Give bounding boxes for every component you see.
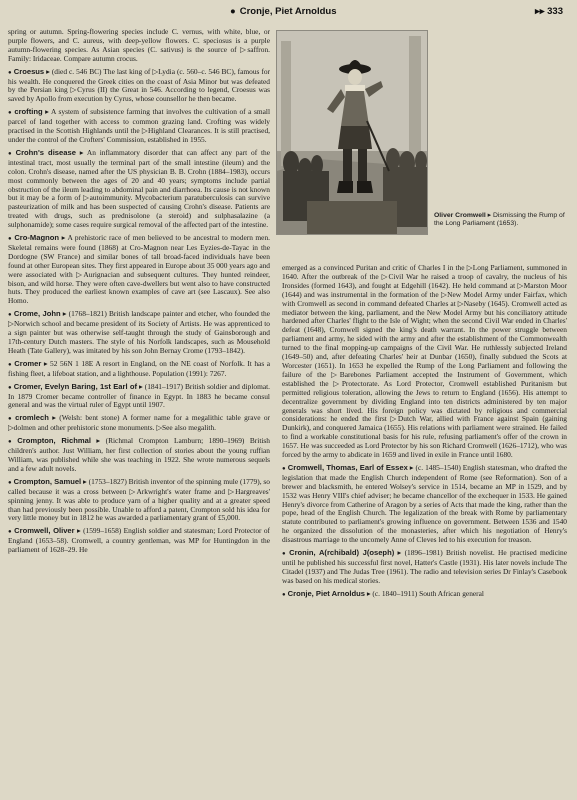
entry-headword: Cronin, A(rchibald) J(oseph) — [289, 548, 395, 558]
dictionary-entry — [8, 68, 270, 105]
entry-text: (Welsh: bent stone) A former name for a megalithic table grave or ▷dolmen and other prehistoric stone monuments. ▷See also megalith. — [8, 413, 271, 433]
entry-headword: Crompton, Samuel — [13, 476, 82, 486]
dictionary-entry — [8, 360, 270, 379]
dictionary-entry — [282, 549, 567, 586]
arrow-icon: ▸ — [74, 526, 84, 536]
arrow-icon: ▸ — [137, 381, 145, 391]
dictionary-entry — [8, 28, 270, 64]
double-arrow-icon: ▸▸ — [534, 6, 548, 17]
bullet-icon: ● — [8, 416, 14, 423]
arrow-icon: ▸ — [44, 66, 52, 76]
arrow-icon: ▸ — [42, 107, 52, 117]
figure-caption: Oliver Cromwell ▸ Dismissing the Rump of the Long Parliament (1653). — [434, 212, 565, 228]
page-number: ▸▸ 333 — [534, 6, 563, 17]
entry-headword: Cro-Magnon — [14, 233, 60, 243]
entry-text: 52 56N 1 18E A resort in England, on the NE coast of Norfolk. It has a fishing fleet, a lifeboat station, and a lighthouse. Population (1991): 7267. — [8, 358, 271, 378]
entry-headword: Crome, John — [13, 309, 61, 319]
entry-headword: Cromwell, Thomas, Earl of Essex — [287, 462, 408, 472]
entry-headword: Cromer — [14, 358, 42, 368]
running-head: ● Cronje, Piet Arnoldus — [230, 6, 337, 17]
left-column — [8, 28, 270, 559]
dictionary-entry — [8, 234, 270, 306]
engraving-image — [277, 31, 428, 235]
entry-text: (1896–1981) British novelist. He practised medicine until he published his successful first novel, Hatter's Castle (1931). His later novels include The Citadel (1937) and The Judas Tree (1961). The radio and television series Dr Finlay's Casebook was based on his medical stories. — [282, 548, 568, 585]
arrow-icon: ▸ — [364, 588, 373, 598]
dictionary-entry — [8, 527, 270, 555]
bullet-icon: ● — [8, 384, 12, 391]
cromwell-illustration — [276, 30, 428, 235]
entry-headword: Cronje, Piet Arnoldus — [287, 588, 365, 598]
entry-headword: crofting — [14, 107, 43, 117]
arrow-icon: ▸ — [60, 309, 69, 319]
entry-text: (c. 1485–1540) English statesman, who drafted the legislation that made the English Church independent of Rome (see Reformation). Son of a brewer and blacksmith, he entered Wolsey's service in 1514, became an MP in 1529, and by 1532 was Henry VIII's chief adviser; he became chancellor of the exchequer in 1533. He gained Henry's divorce from Catherine of Aragon by a series of Acts that made the king, rather than the pope, head of the English Church. The legalization of the break with Rome by parliamentary statute contributed to parliament's growing influence on government. Between 1536 and 1540 he organized the dissolution of the monasteries, after which his negotiation of Henry's disastrous marriage to the uncomely Anne of Cleves led to his execution for treason. — [282, 462, 568, 545]
entry-text: A prehistoric race of men believed to be ancestral to modern men. Skeletal remains were found (1868) at Cro-Magnon near Les Eyzies-de-Tayac in the Dordogne (SW France) and similar bones of tall broad-faced individuals have been found at other European sites. They first appeared in Europe about 35 000 years ago and were associated with ▷Aurignacian and subsequent cultures. They hunted reindeer, bison, and wild horse. They were often cave-dwellers but went also to have constructed huts. They produced the earliest known examples of cave art (see Lascaux). See also Homo. — [8, 233, 271, 306]
arrow-icon: ▸ — [48, 413, 60, 423]
bullet-icon: ● — [8, 69, 12, 76]
bullet-icon: ● — [230, 6, 236, 17]
bullet-icon: ● — [8, 479, 12, 486]
dictionary-entry — [8, 478, 270, 524]
entry-headword: Crohn's disease — [15, 147, 76, 157]
entry-text: (1841–1917) British soldier and diplomat. In 1879 Cromer became controller of finance in Egypt. In 1883 he became consul general and was the virtual ruler of Egypt until 1907. — [8, 381, 271, 410]
entry-text: (c. 1840–1911) South African general — [372, 588, 484, 598]
bullet-icon: ● — [282, 465, 286, 472]
dictionary-entry — [282, 264, 567, 460]
dictionary-entry — [8, 414, 270, 433]
entry-headword: Croesus — [13, 66, 45, 76]
entry-text: An inflammatory disorder that can affect any part of the intestinal tract, most usually the terminal part of the small intestine (ileum) and the colon. Crohn's disease, named after the US physician B. B. Crohn (1884–1983), occurs most commonly between the ages of 20 and 40 years; symptoms include partial obstruction of the ileum leading to abdominal pain and diarrhoea. Its cause is not known but it may be a form of ▷autoimmunity. Mycobacterium paratuberculosis can survive pasteurization of milk and has been suspected of causing Crohn's disease. Patients are treated with drugs, such as prednisolone (a steroid) and sulphasalazine (a sulphonamide); some cases require surgical removal of the affected part of the intestine. — [8, 147, 271, 230]
entry-text: spring or autumn. Spring-flowering species include C. vernus, with white, blue, or purple flowers, and C. aureus, with deep-yellow flowers. C. speciosus is a purple autumn-flowering species. As Asian species (C. sativus) is the source of ▷saffron. Family: Iridaceae. Compare autumn crocus. — [8, 27, 270, 63]
arrow-icon: ▸ — [394, 548, 405, 558]
entry-headword: Cromwell, Oliver — [14, 526, 75, 536]
entry-text: (1768–1821) British landscape painter and etcher, who founded the ▷Norwich school and became president of its Society of Artists. He was apprenticed to a sign painter but was otherwise self-taught through the study of Gainsborough and 17th-century Dutch masters. The style of his Norfolk landscapes, such as Mousehold Heath (Tate Gallery), was imitated by his son John Bernay Crome (1793–1842). — [8, 309, 270, 355]
entry-text: (1753–1827) British inventor of the spinning mule (1779), so called because it was a cross between ▷Arkwright's water frame and ▷Hargreaves' spinning jenny. It was able to produce yarn of a higher quality and at a greater speed than had previously been possible. Unable to afford a patent, Crompton sold his idea for very little money but in 1812 he was awarded a parliamentary grant of £5,000. — [8, 476, 270, 523]
bullet-icon: ● — [8, 110, 13, 117]
bullet-icon: ● — [8, 312, 12, 319]
bullet-icon: ● — [8, 439, 16, 446]
bullet-icon: ● — [8, 150, 14, 157]
right-column — [282, 264, 567, 604]
dictionary-entry — [8, 310, 270, 356]
entry-text: A system of subsistence farming that involves the cultivation of a small parcel of land together with access to common grazing land. Crofting was widely practised in the Scottish Highlands until the ▷Highland Clearances. It is still practised, under the control of the Crofters' Commission, established in 1955. — [8, 107, 271, 144]
caption-arrow-icon: ▸ — [487, 212, 493, 219]
page-header — [0, 6, 577, 24]
entry-text: (1599–1658) English soldier and statesman; Lord Protector of England (1653–58). Cromwell, a country gentleman, was MP for Huntingdon in the parliament of 1628–29. He — [8, 526, 271, 555]
entry-headword: Crompton, Richmal — [17, 436, 91, 446]
arrow-icon: ▸ — [90, 436, 106, 446]
dictionary-entry — [8, 149, 270, 230]
entry-headword: cromlech — [15, 413, 49, 423]
arrow-icon: ▸ — [41, 358, 51, 368]
arrow-icon: ▸ — [59, 233, 68, 243]
entry-headword: Cromer, Evelyn Baring, 1st Earl of — [13, 381, 138, 391]
bullet-icon: ● — [8, 236, 13, 243]
bullet-icon: ● — [282, 551, 288, 558]
dictionary-entry — [8, 108, 270, 145]
dictionary-entry — [8, 383, 270, 411]
arrow-icon: ▸ — [407, 462, 416, 472]
bullet-icon: ● — [8, 361, 13, 368]
dictionary-entry — [282, 464, 567, 545]
dictionary-entry — [282, 590, 567, 600]
bullet-icon: ● — [8, 529, 13, 536]
entry-text: emerged as a convinced Puritan and critic of Charles I in the ▷Long Parliament, summoned in 1640. After the outbreak of the ▷Civil War he raised a troop of cavalry, the nucleus of his Ironsides (formed 1643), and fought at Edgehill (1642). He held command at ▷Marston Moor (1644) and was instrumental in the formation of the ▷New Model Army under Fairfax, which with Cromwell as second in command defeated Charles at ▷Naseby (1645). Cromwell acted as mediator between the king, parliament, and the New Model Army but his conciliatory attitude hardened after Charles' flight to the Isle of Wight; when the second Civil War ended in Charles' defeat (1648), Cromwell signed the king's death warrant. In the power struggle between parliament and army, he sided with the army and after the establishment of the Commonwealth turned to the final mopping-up campaigns of the Civil War. He ruthlessly subjected Ireland (1649–50) and, after defeating Charles' heir at Dunbar (1650), finally subdued the Scots at Worcester (1651). In 1653 he expelled the Rump of the Long Parliament and following the failure of the ▷Barebones Parliament accepted the Instrument of Government, which established the ▷Protectorate. As Lord Protector, Cromwell established Puritanism but permitted religious toleration, allowing the Jews to return to England (1656). His attempt to decentralize government by dividing England into ten districts administered by ten major generals was short lived. His foreign policy was dictated by religious and commercial considerations: he ended the first ▷Dutch War, allied with France against Spain (gaining Dunkirk), and conquered Jamaica (1655). His relations with parliament were strained. He failed to find a workable constitutional basis for his rule, refusing parliament's offer of the crown in 1657. He was succeeded as Lord Protector by his son Richard Cromwell (1626–1712), who was forced by the army to abdicate in 1659 and lived in exile in France until 1680. — [282, 263, 567, 460]
arrow-icon: ▸ — [81, 476, 89, 486]
arrow-icon: ▸ — [75, 147, 87, 157]
dictionary-entry — [8, 437, 270, 474]
entry-text: (died c. 546 BC) The last king of ▷Lydia (c. 560–c. 546 BC), famous for his wealth. He conquered the Greek cities on the coast of Asia Minor but was defeated by the Persian king ▷Cyrus (II) the Great in 546. According to legend, Croesus was saved by Apollo from execution by Cyrus, whose counsellor he then became. — [8, 66, 271, 104]
entry-text: (Richmal Crompton Lamburn; 1890–1969) British children's author. Just William, her first collection of stories about the young ruffian William, was published while she was teaching in 1922. She wrote numerous sequels and a few adult novels. — [8, 436, 270, 473]
bullet-icon: ● — [282, 591, 286, 598]
